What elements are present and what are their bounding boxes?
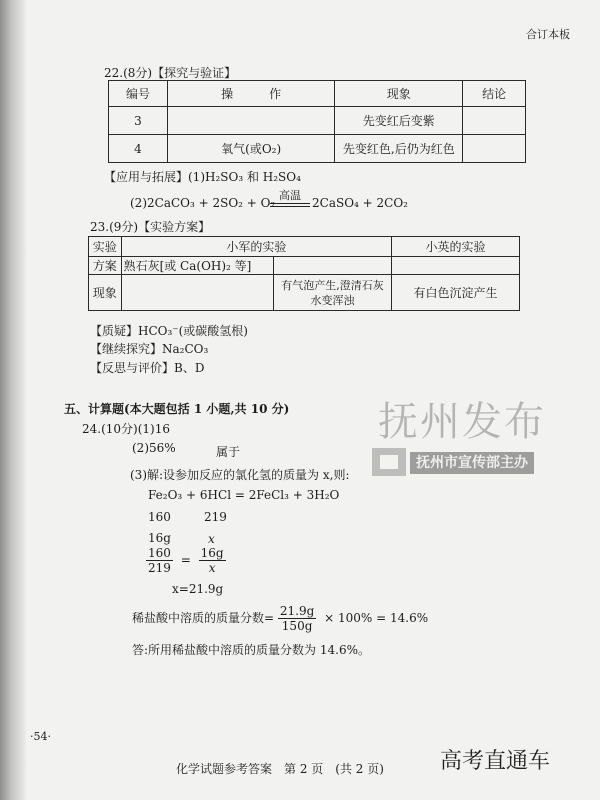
q23-zhiyi: 【质疑】HCO₃⁻(或碳酸氢根) [90, 324, 248, 338]
table-cell: 小军的实验 [121, 237, 392, 257]
watermark-text: 高考直通车 [440, 749, 551, 774]
stamp-logo-icon [372, 448, 406, 476]
fraction-numerator: 21.9g [279, 604, 315, 618]
mass-b: x [208, 532, 215, 546]
mass-fraction-prefix: 稀盐酸中溶质的质量分数= [132, 611, 275, 625]
result-x: x=21.9g [172, 582, 224, 596]
q23-fansi: 【反思与评价】B、D [90, 361, 205, 375]
equals-sign: = [180, 553, 191, 567]
fraction-left [146, 546, 173, 575]
fraction-right [199, 546, 226, 575]
table-cell [121, 275, 273, 311]
ratio-equation [146, 546, 226, 575]
molar-mass-a: 160 [148, 510, 171, 524]
mass-a: 16g [148, 531, 171, 545]
fraction-numerator: 16g [200, 546, 224, 560]
table-cell: 4 [109, 135, 168, 163]
table-row [109, 135, 526, 163]
q22-header-cell: 现象 [335, 81, 463, 107]
q22-header-cell: 操 作 [167, 81, 334, 107]
binding-edge [0, 0, 26, 800]
page-number: ·54· [30, 730, 51, 743]
q22-equation-left: (2)2CaCO₃ + 2SO₂ + O₂ [130, 196, 276, 210]
q22-header-cell: 结论 [463, 81, 526, 107]
q24-part1: 24.(10分)(1)16 [82, 422, 170, 436]
q22-extension-1: 【应用与拓展】(1)H₂SO₃ 和 H₂SO₄ [104, 170, 301, 184]
reaction-condition-label: 高温 [279, 189, 301, 202]
q22-title: 22.(8分)【探究与验证】 [104, 66, 237, 80]
fraction-denominator: 150g [281, 619, 313, 633]
stamp-logo-text: 抚州发布 [378, 399, 546, 445]
final-answer: 答:所用稀盐酸中溶质的质量分数为 14.6%。 [132, 643, 370, 657]
table-cell: 3 [109, 107, 168, 135]
table-cell [463, 107, 526, 135]
mass-fraction-line [132, 604, 428, 633]
table-cell: 方案 [89, 257, 122, 275]
header-corner-label: 合订本板 [526, 28, 570, 41]
q23-table [88, 236, 520, 311]
stamp-banner-text: 抚州市宣传部主办 [410, 452, 534, 474]
table-cell: 熟石灰[或 Ca(OH)₂ 等] [121, 257, 273, 275]
reaction-condition [270, 190, 310, 207]
table-cell: 先变红色,后仍为红色 [335, 135, 463, 163]
chemical-equation: Fe₂O₃ + 6HCl = 2FeCl₃ + 3H₂O [148, 488, 340, 502]
q24-part3: (3)解:设参加反应的氯化氢的质量为 x,则: [130, 468, 350, 482]
table-row [89, 257, 520, 275]
table-cell: 先变红后变紫 [335, 107, 463, 135]
q23-jixu: 【继续探究】Na₂CO₃ [90, 342, 209, 356]
double-line-sign [270, 203, 310, 207]
table-cell [167, 107, 334, 135]
stamp-banner [370, 446, 538, 480]
mass-fraction [278, 604, 316, 633]
table-row [109, 107, 526, 135]
q24-part2: (2)56% [132, 441, 176, 455]
q22-table [108, 80, 526, 163]
table-cell [392, 257, 520, 275]
molar-mass-b: 219 [204, 510, 227, 524]
table-cell: 实验 [89, 237, 122, 257]
table-cell [273, 257, 391, 275]
q22-equation-right: 2CaSO₄ + 2CO₂ [312, 196, 408, 210]
q24-part2-answer: 属于 [216, 445, 241, 459]
q22-header-cell: 编号 [109, 81, 168, 107]
mass-fraction-suffix: × 100% = 14.6% [324, 611, 429, 625]
table-row [89, 275, 520, 311]
q23-title: 23.(9分)【实验方案】 [90, 220, 211, 234]
table-row [89, 237, 520, 257]
table-cell [463, 135, 526, 163]
table-cell: 氧气(或O₂) [167, 135, 334, 163]
table-cell: 现象 [89, 275, 122, 311]
footer-title: 化学试题参考答案 第 2 页 (共 2 页) [176, 762, 384, 776]
table-cell: 有气泡产生,澄清石灰水变浑浊 [273, 275, 391, 311]
fraction-numerator: 160 [148, 546, 171, 560]
fraction-denominator: 219 [148, 561, 171, 575]
section5-title: 五、计算题(本大题包括 1 小题,共 10 分) [64, 402, 290, 416]
table-cell: 小英的实验 [392, 237, 520, 257]
table-cell: 有白色沉淀产生 [392, 275, 520, 311]
fraction-denominator: x [208, 561, 216, 575]
